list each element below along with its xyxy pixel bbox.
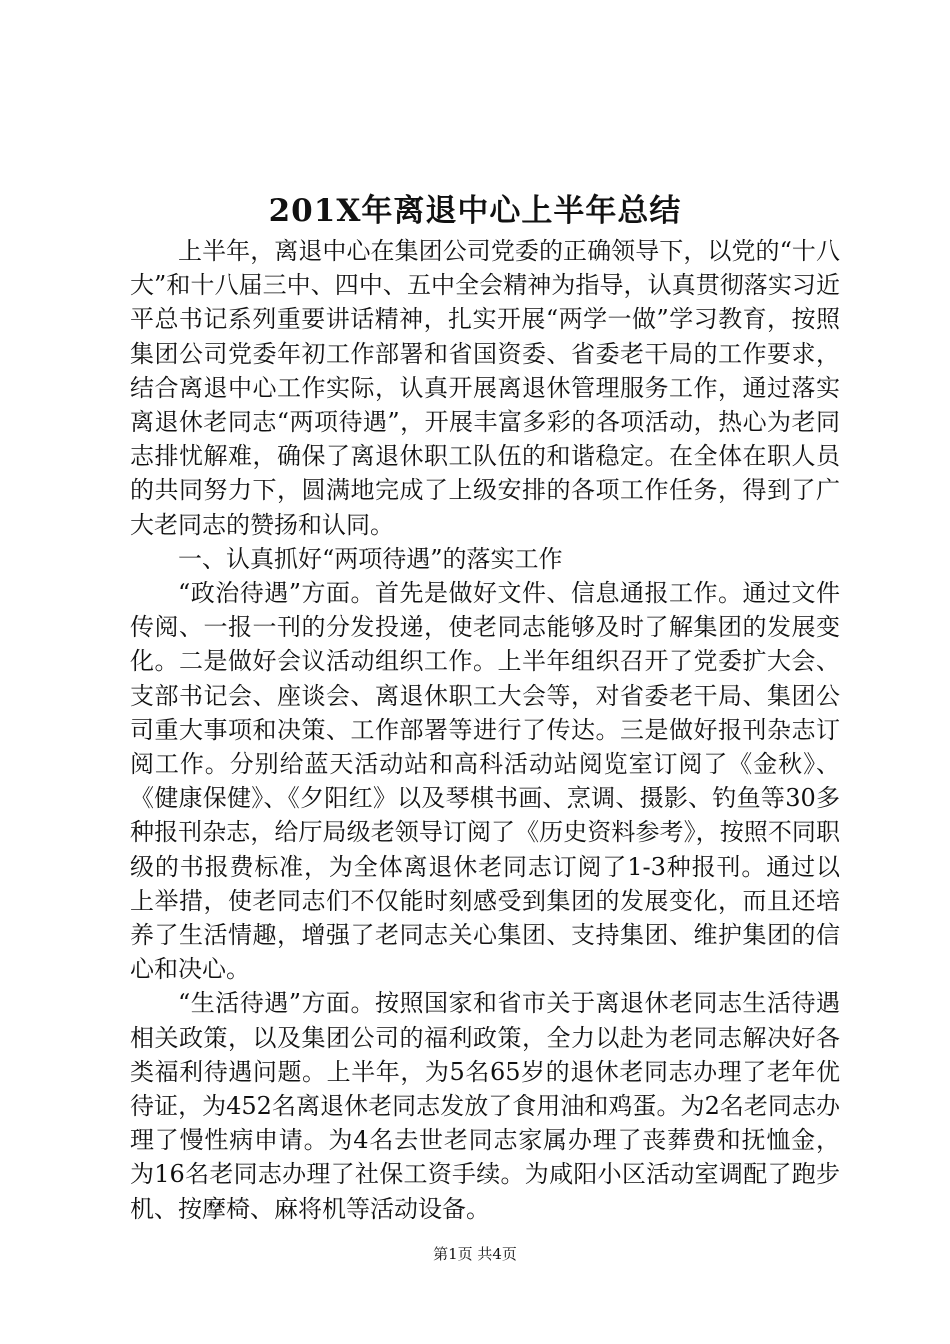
paragraph-living: “生活待遇”方面。按照国家和省市关于离退休老同志生活待遇相关政策，以及集团公司的福利政策，全力以赴为老同志解决好各类福利待遇问题。上半年，为5名65岁的退休老同志办理了老年优待证，为452名离退休老同志发放了食用油和鸡蛋。为2名老同志办理了慢性病申请。为4名去世老同志家属办理了丧葬费和抚恤金，为16名老同志办理了社保工资手续。为咸阳小区活动室调配了跑步机、按摩椅、麻将机等活动设备。 xyxy=(130,989,840,1223)
section-heading: 一、认真抓好“两项待遇”的落实工作 xyxy=(178,544,563,573)
document-body xyxy=(130,234,840,1226)
document-title: 201X年离退中心上半年总结 xyxy=(268,193,682,229)
paragraph-political: “政治待遇”方面。首先是做好文件、信息通报工作。通过文件传阅、一报一刊的分发投递，使老同志能够及时了解集团的发展变化。二是做好会议活动组织工作。上半年组织召开了党委扩大会、支部书记会、座谈会、离退休职工大会等，对省委老干局、集团公司重大事项和决策、工作部署等进行了传达。三是做好报刊杂志订阅工作。分别给蓝天活动站和高科活动站阅览室订阅了《金秋》、《健康保健》、《夕阳红》以及琴棋书画、烹调、摄影、钓鱼等30多种报刊杂志，给厅局级老领导订阅了《历史资料参考》，按照不同职级的书报费标准，为全体离退休老同志订阅了1-3种报刊。通过以上举措，使老同志们不仅能时刻感受到集团的发展变化，而且还培养了生活情趣，增强了老同志关心集团、支持集团、维护集团的信心和决心。 xyxy=(130,579,840,984)
page-number: 第1页 共4页 xyxy=(433,1245,517,1263)
paragraph-intro: 上半年，离退中心在集团公司党委的正确领导下，以党的“十八大”和十八届三中、四中、五中全会精神为指导，认真贯彻落实习近平总书记系列重要讲话精神，扎实开展“两学一做”学习教育，按照集团公司党委年初工作部署和省国资委、省委老干局的工作要求，结合离退中心工作实际，认真开展离退休管理服务工作，通过落实离退休老同志“两项待遇”，开展丰富多彩的各项活动，热心为老同志排忧解难，确保了离退休职工队伍的和谐稳定。在全体在职人员的共同努力下，圆满地完成了上级安排的各项工作任务，得到了广大老同志的赞扬和认同。 xyxy=(130,237,840,539)
